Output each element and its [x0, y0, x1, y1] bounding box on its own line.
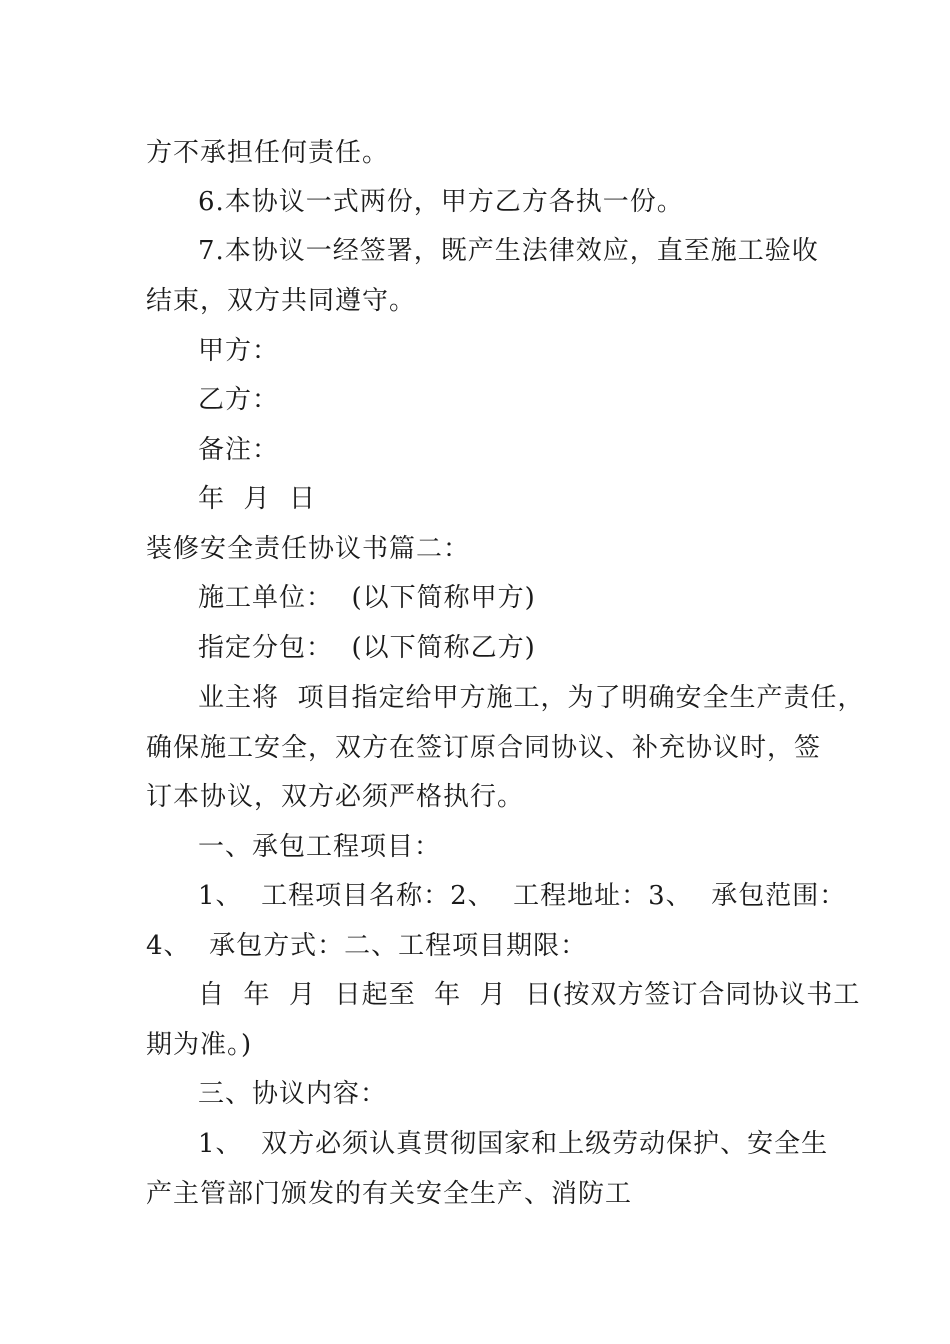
text-line: 4、 承包方式：二、工程项目期限：	[146, 931, 588, 961]
text-line: 三、协议内容：	[198, 1079, 388, 1109]
text-line: 确保施工安全，双方在签订原合同协议、补充协议时，签	[146, 733, 822, 763]
text-line: 自 年 月 日起至 年 月 日(按双方签订合同协议书工	[198, 980, 861, 1010]
text-line: 1、 工程项目名称：2、 工程地址：3、 承包范围：	[198, 881, 847, 911]
text-line: 6.本协议一式两份，甲方乙方各执一份。	[198, 187, 684, 217]
text-line: 业主将 项目指定给甲方施工，为了明确安全生产责任，	[198, 683, 865, 713]
text-line: 一、承包工程项目：	[198, 832, 442, 862]
text-line: 方不承担任何责任。	[146, 138, 390, 168]
date-line: 年 月 日	[198, 484, 317, 514]
text-line: 订本协议，双方必须严格执行。	[146, 782, 525, 812]
text-line: 7.本协议一经签署，既产生法律效应，直至施工验收	[198, 236, 819, 266]
text-line: 指定分包： (以下简称乙方)	[198, 633, 536, 663]
section-heading: 装修安全责任协议书篇二：	[146, 534, 471, 564]
text-line: 期为准。)	[146, 1030, 253, 1060]
text-line: 施工单位： (以下简称甲方)	[198, 583, 536, 613]
party-b-label: 乙方：	[198, 385, 280, 415]
text-line: 产主管部门颁发的有关安全生产、消防工	[146, 1179, 633, 1209]
party-a-label: 甲方：	[198, 336, 280, 366]
text-line: 1、 双方必须认真贯彻国家和上级劳动保护、安全生	[198, 1129, 829, 1159]
text-line: 结束，双方共同遵守。	[146, 286, 417, 316]
remarks-label: 备注：	[198, 435, 280, 465]
